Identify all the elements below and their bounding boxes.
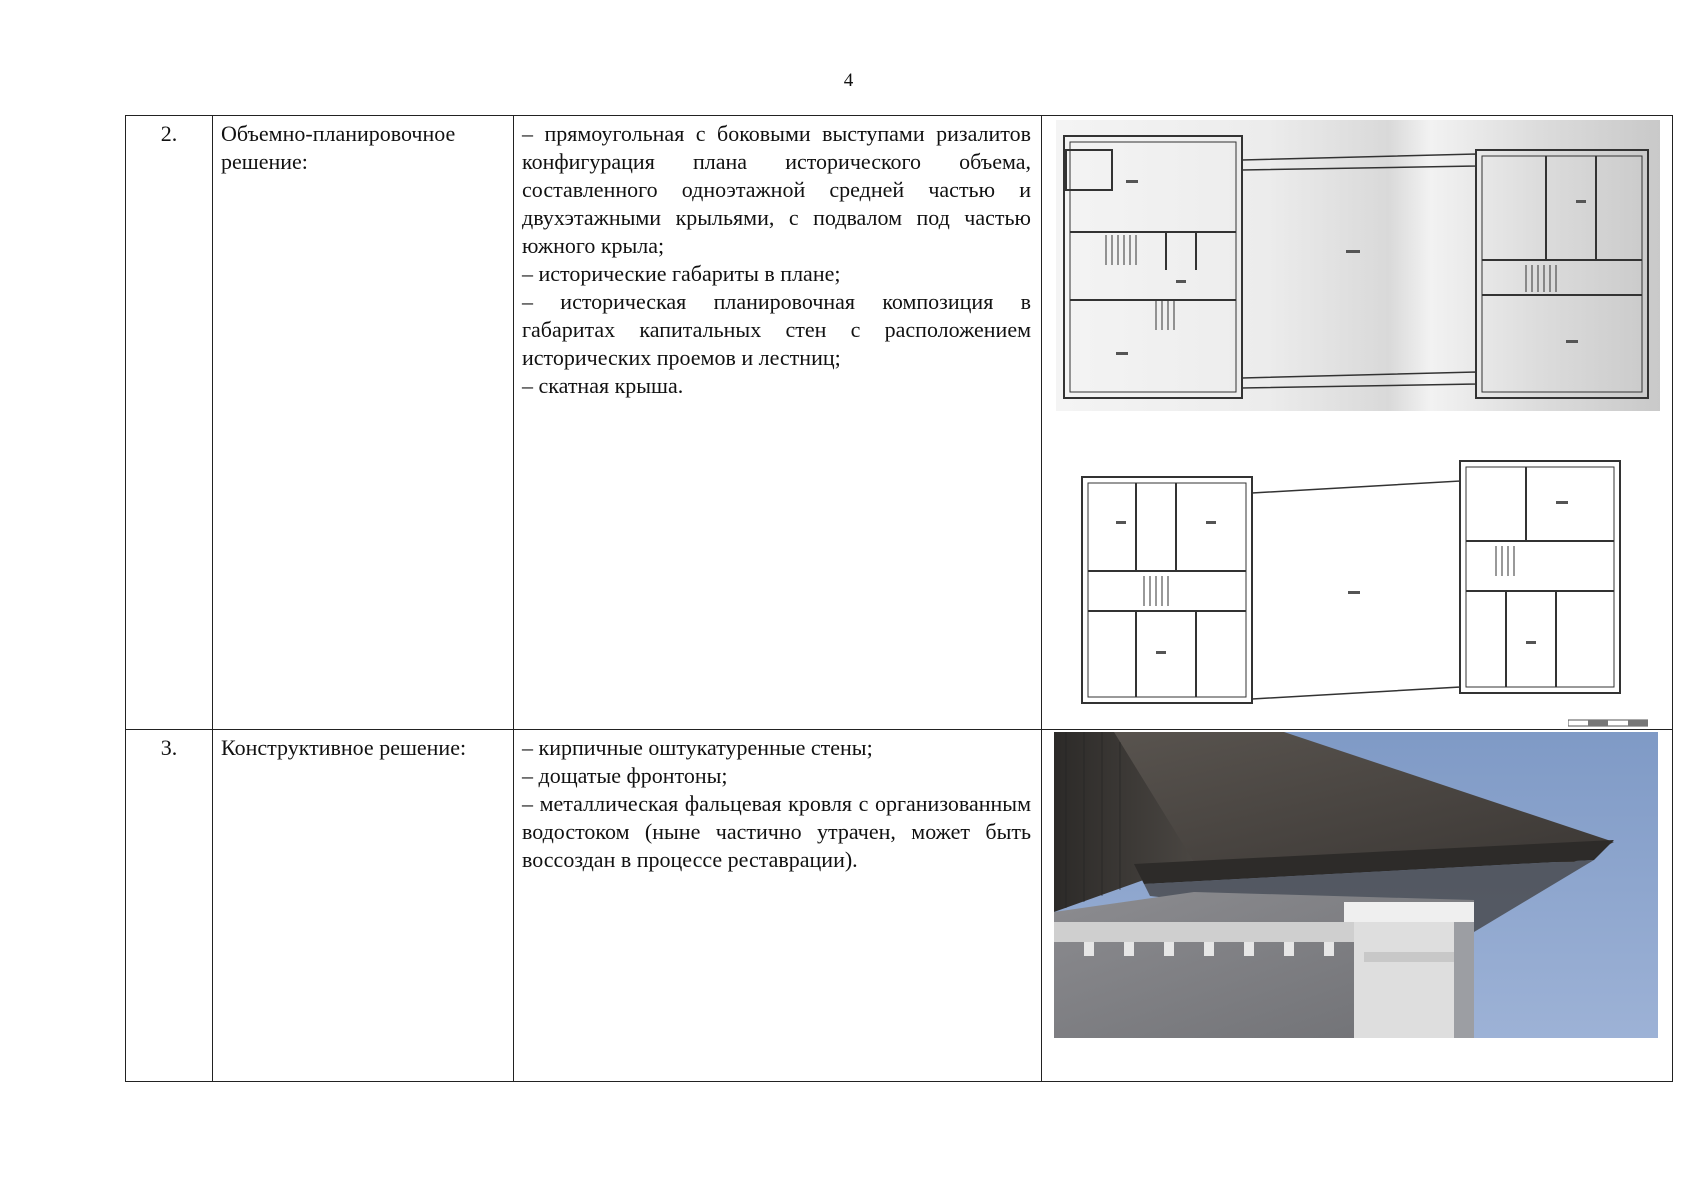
description-line: – кирпичные оштукатуренные стены; xyxy=(522,735,873,760)
description-line: – историческая планировочная композиция в габаритах капитальных стен с расположением исторических проемов и лестниц; xyxy=(522,289,1031,370)
row-title: Объемно-планировочное решение: xyxy=(221,121,456,174)
row-image-cell xyxy=(1042,730,1673,1082)
row-description-cell xyxy=(514,116,1042,730)
row-image-cell xyxy=(1042,116,1673,730)
page-number: 4 xyxy=(843,70,854,91)
row-number-cell xyxy=(126,116,213,730)
roof-eave-photo xyxy=(1054,732,1658,1038)
row-title-cell xyxy=(213,116,514,730)
description-line: – исторические габариты в плане; xyxy=(522,261,841,286)
characteristics-table xyxy=(125,115,1673,1082)
description-line: – прямоугольная с боковыми выступами ризалитов конфигурация плана исторического объема, составленного одноэтажной средней частью и двухэтажными крыльями, с подвалом под частью южного крыла; xyxy=(522,121,1031,258)
scale-bar-icon xyxy=(1568,719,1648,727)
row-title-cell xyxy=(213,730,514,1082)
row-description-cell xyxy=(514,730,1042,1082)
table-row xyxy=(126,116,1673,730)
table-row xyxy=(126,730,1673,1082)
description-line: – металлическая фальцевая кровля с организованным водостоком (ныне частично утрачен, может быть воссоздан в процессе реставрации). xyxy=(522,791,1031,872)
row-number: 3. xyxy=(160,735,178,760)
row-title: Конструктивное решение: xyxy=(221,735,467,760)
row-number: 2. xyxy=(160,121,178,146)
row-number-cell xyxy=(126,730,213,1082)
description-line: – скатная крыша. xyxy=(522,373,684,398)
floor-plan-image xyxy=(1056,441,1660,723)
description-line: – дощатые фронтоны; xyxy=(522,763,728,788)
floor-plan-image xyxy=(1056,120,1660,411)
